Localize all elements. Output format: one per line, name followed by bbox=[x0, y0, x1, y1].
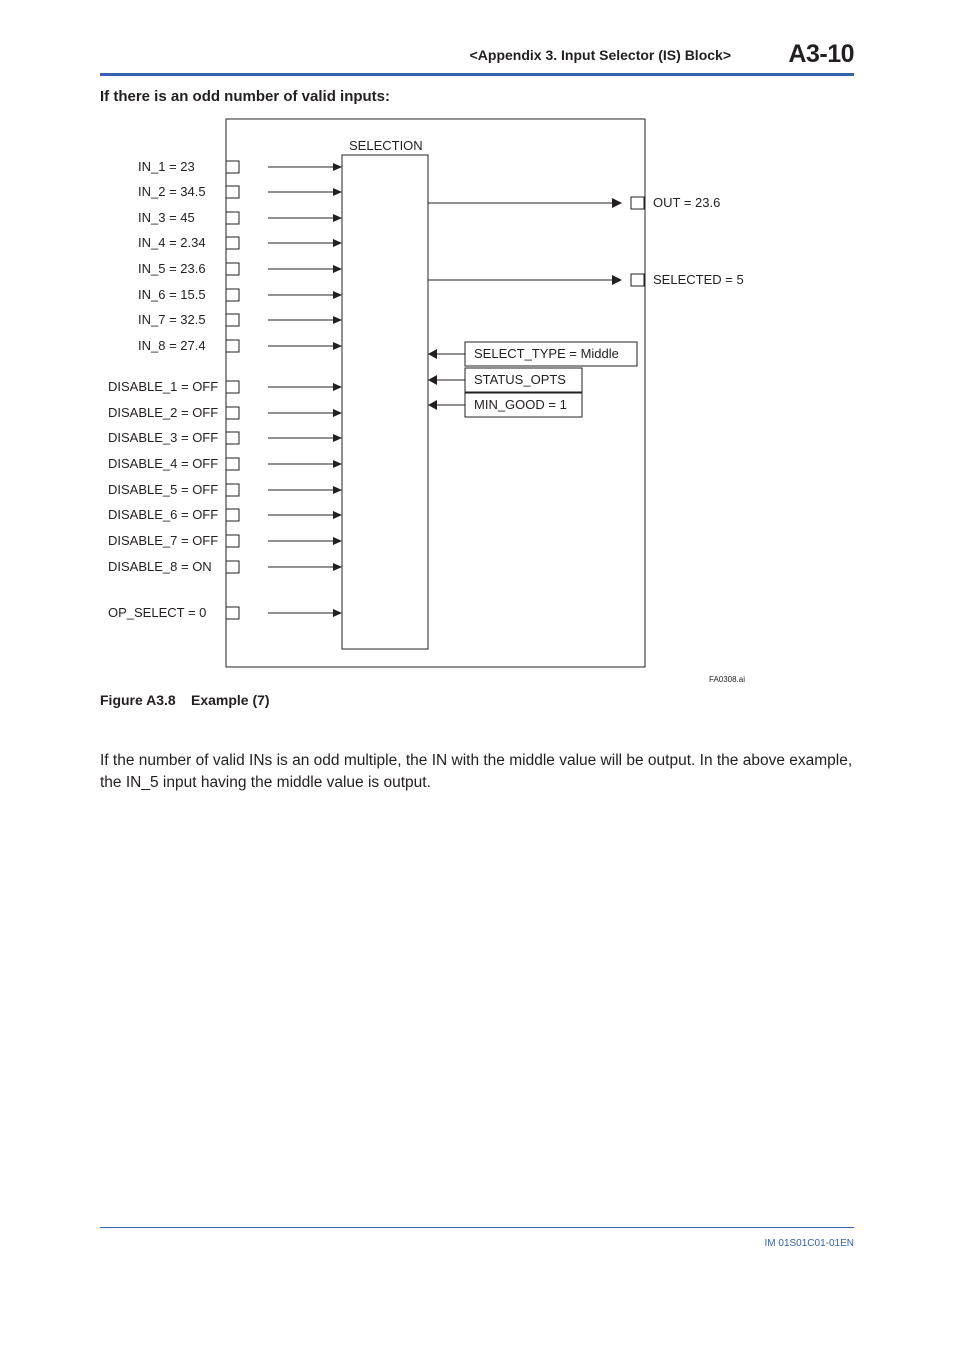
input-label: IN_3 = 45 bbox=[138, 210, 195, 225]
input-label: DISABLE_7 = OFF bbox=[108, 533, 219, 548]
arrowhead-right bbox=[333, 434, 342, 442]
arrowhead-right bbox=[333, 609, 342, 617]
input-terminal bbox=[226, 535, 239, 547]
input-terminal bbox=[226, 407, 239, 419]
input-terminal bbox=[226, 289, 239, 301]
input-label: IN_6 = 15.5 bbox=[138, 287, 206, 302]
section-heading: If there is an odd number of valid inputs: bbox=[100, 88, 391, 105]
arrowhead-right bbox=[333, 163, 342, 171]
input-label: DISABLE_2 = OFF bbox=[108, 405, 219, 420]
parameter-label: STATUS_OPTS bbox=[474, 372, 566, 387]
arrowhead-right bbox=[333, 511, 342, 519]
input-terminal bbox=[226, 263, 239, 275]
input-label: IN_2 = 34.5 bbox=[138, 184, 206, 199]
arrowhead-left bbox=[428, 400, 437, 410]
input-terminal bbox=[226, 161, 239, 173]
arrowhead-right bbox=[333, 316, 342, 324]
parameter-label: MIN_GOOD = 1 bbox=[474, 397, 567, 412]
arrowhead-right bbox=[333, 214, 342, 222]
input-terminal bbox=[226, 340, 239, 352]
document-id: IM 01S01C01-01EN bbox=[764, 1238, 854, 1249]
input-label: IN_8 = 27.4 bbox=[138, 338, 206, 353]
input-label: DISABLE_4 = OFF bbox=[108, 456, 219, 471]
input-label: DISABLE_3 = OFF bbox=[108, 430, 219, 445]
input-terminal bbox=[226, 212, 239, 224]
input-terminal bbox=[226, 237, 239, 249]
footer-rule bbox=[100, 1227, 854, 1228]
input-label: IN_1 = 23 bbox=[138, 159, 195, 174]
arrowhead-right bbox=[333, 486, 342, 494]
input-label: OP_SELECT = 0 bbox=[108, 605, 207, 620]
arrowhead-right bbox=[612, 198, 622, 208]
input-label: DISABLE_6 = OFF bbox=[108, 507, 219, 522]
arrowhead-right bbox=[333, 563, 342, 571]
arrowhead-right bbox=[333, 265, 342, 273]
input-terminal bbox=[226, 561, 239, 573]
input-terminal bbox=[226, 314, 239, 326]
input-label: IN_4 = 2.34 bbox=[138, 235, 206, 250]
input-label: DISABLE_5 = OFF bbox=[108, 482, 219, 497]
input-terminal bbox=[226, 432, 239, 444]
arrowhead-right bbox=[333, 409, 342, 417]
arrowhead-left bbox=[428, 349, 437, 359]
arrowhead-right bbox=[333, 537, 342, 545]
header-title: <Appendix 3. Input Selector (IS) Block> bbox=[469, 47, 731, 63]
input-label: DISABLE_8 = ON bbox=[108, 559, 212, 574]
output-label: SELECTED = 5 bbox=[653, 272, 744, 287]
input-terminal bbox=[226, 458, 239, 470]
arrowhead-right bbox=[333, 239, 342, 247]
figure-label: Figure A3.8 bbox=[100, 692, 176, 708]
figure-title: Example (7) bbox=[191, 692, 270, 708]
arrowhead-right bbox=[612, 275, 622, 285]
selection-label: SELECTION bbox=[349, 138, 423, 153]
arrowhead-left bbox=[428, 375, 437, 385]
arrowhead-right bbox=[333, 342, 342, 350]
input-terminal bbox=[226, 607, 239, 619]
input-terminal bbox=[226, 381, 239, 393]
arrowhead-right bbox=[333, 188, 342, 196]
input-label: DISABLE_1 = OFF bbox=[108, 379, 219, 394]
parameter-label: SELECT_TYPE = Middle bbox=[474, 346, 619, 361]
page-number: A3-10 bbox=[788, 40, 854, 68]
input-terminal bbox=[226, 484, 239, 496]
output-terminal bbox=[631, 197, 644, 209]
input-terminal bbox=[226, 509, 239, 521]
selection-box bbox=[342, 155, 428, 649]
figure-caption bbox=[100, 692, 270, 708]
input-terminal bbox=[226, 186, 239, 198]
output-label: OUT = 23.6 bbox=[653, 195, 721, 210]
body-paragraph: If the number of valid INs is an odd multiple, the IN with the middle value will be output. In the above example, the IN_5 input having the middle value is output. bbox=[100, 752, 853, 791]
output-terminal bbox=[631, 274, 644, 286]
arrowhead-right bbox=[333, 291, 342, 299]
figure-file-id: FA0308.ai bbox=[709, 675, 746, 684]
arrowhead-right bbox=[333, 383, 342, 391]
arrowhead-right bbox=[333, 460, 342, 468]
input-label: IN_5 = 23.6 bbox=[138, 261, 206, 276]
input-label: IN_7 = 32.5 bbox=[138, 312, 206, 327]
